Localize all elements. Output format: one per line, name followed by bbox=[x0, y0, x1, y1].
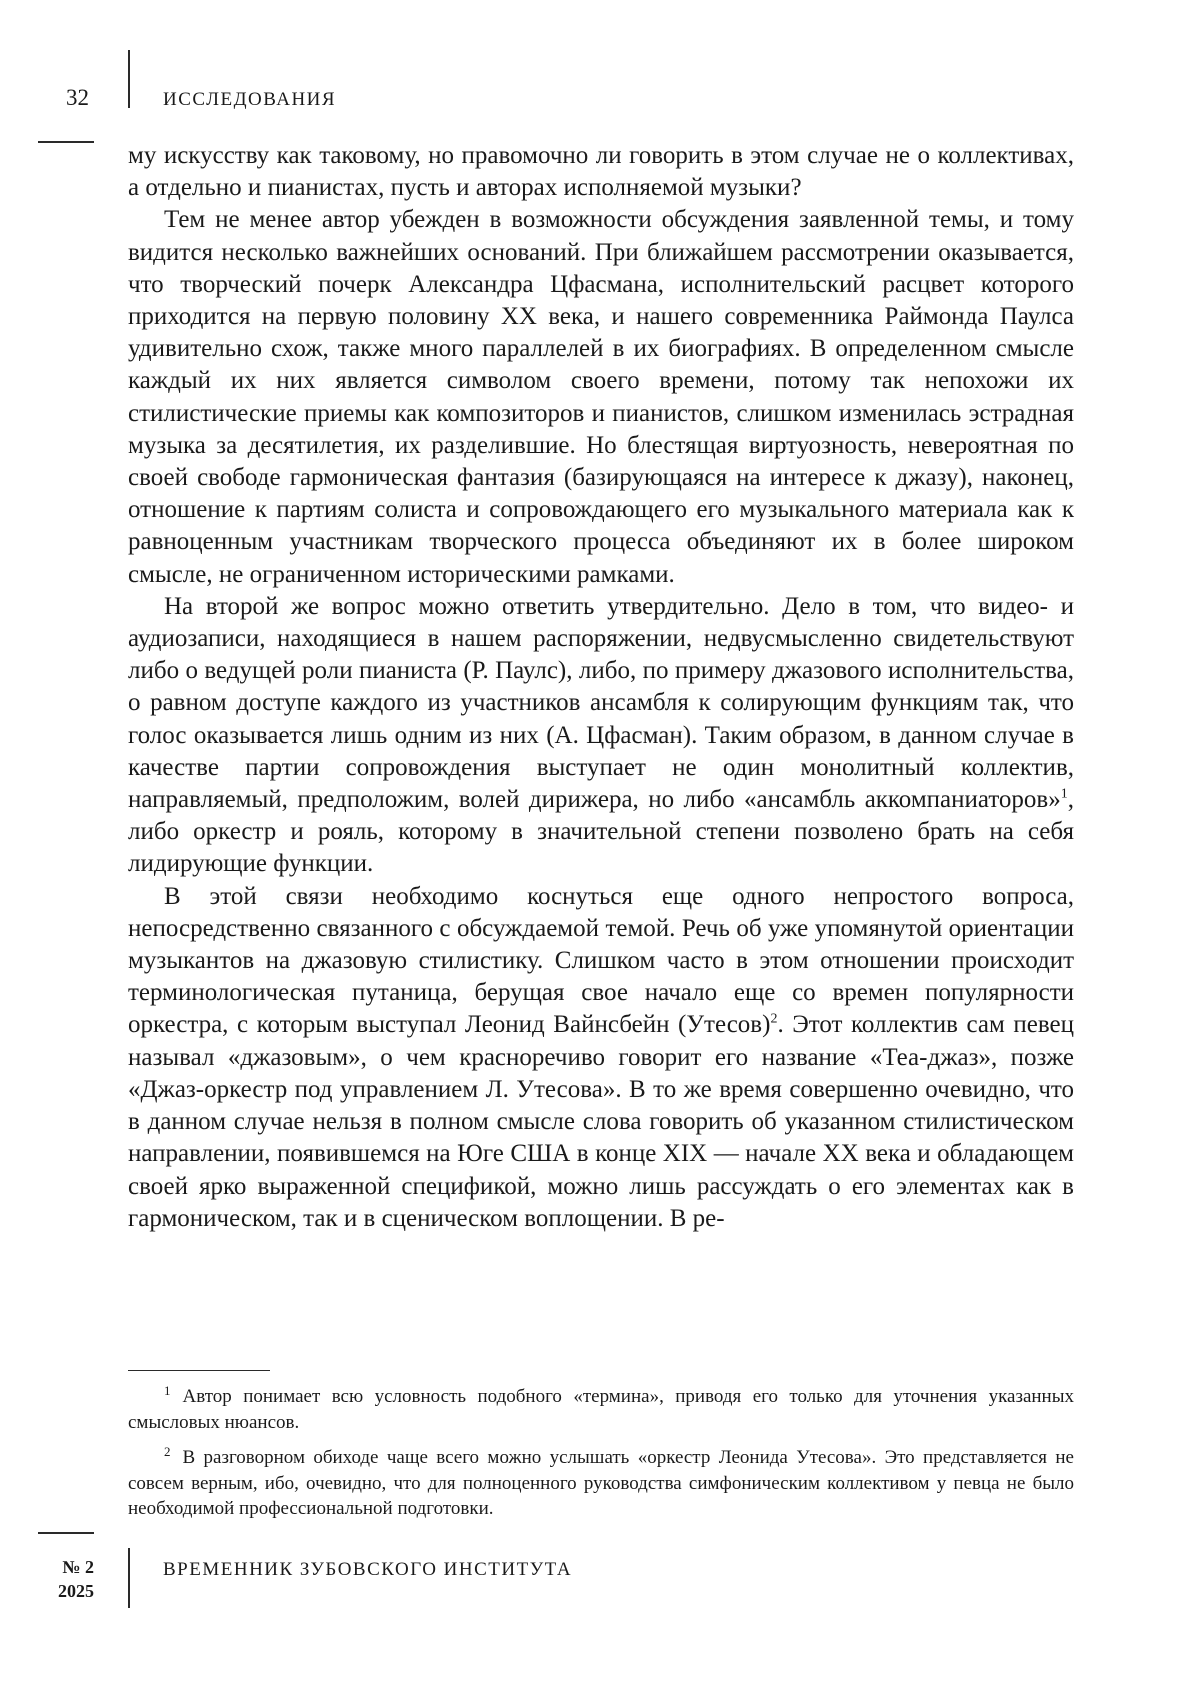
footer-vertical-rule bbox=[128, 1548, 130, 1608]
paragraph bbox=[128, 591, 1074, 881]
footnote-reference[interactable]: 2 bbox=[770, 1012, 778, 1028]
paragraph-text: В этой связи необходимо коснуться еще одного непростого вопроса, непосредственно связанного с обсуждаемой темой. Речь об уже упомянутой ориентации музыкантов на джазовую стилистику. Слишком часто в этом отношении происходит терминологическая путаница, берущая свое начало еще со времен популярности оркестра, с которым выступал Леонид Вайнсбейн (Утесов) bbox=[128, 882, 1074, 1039]
page-number: 32 bbox=[66, 85, 89, 110]
footnote-mark: 1 bbox=[164, 1382, 171, 1398]
article-body bbox=[128, 140, 1074, 1235]
footnote-text: В разговорном обиходе чаще всего можно услышать «оркестр Леонида Утесова». Это представляется не совсем верным, ибо, очевидно, что для полноценного руководства симфоническим коллективом у певца не было необходимой профессиональной подготовки. bbox=[128, 1447, 1074, 1519]
running-header-section: ИССЛЕДОВАНИЯ bbox=[163, 89, 337, 110]
header-margin-rule bbox=[38, 141, 94, 143]
paragraph bbox=[128, 881, 1074, 1235]
footnote-mark: 2 bbox=[164, 1443, 171, 1459]
footnotes bbox=[128, 1384, 1074, 1532]
footer-margin-rule bbox=[38, 1532, 94, 1534]
paragraph-text: . Этот коллектив сам певец называл «джазовым», о чем красноречиво говорит его название «Теа-джаз», позже «Джаз-оркестр под управлением Л. Утесова». В то же время совершенно очевидно, что в данном случае нельзя в полном смысле слова говорить об указанном стилистическом направлении, появившемся на Юге США в конце XIX — начале XX века и обладающем своей ярко выраженной спецификой, можно лишь рассуждать о его элементах как в гармоническом, так и в сценическом воплощении. В ре- bbox=[128, 1011, 1075, 1232]
journal-name: ВРЕМЕННИК ЗУБОВСКОГО ИНСТИТУТА bbox=[163, 1559, 573, 1580]
header-vertical-rule bbox=[128, 50, 130, 108]
footnote bbox=[128, 1445, 1074, 1522]
footnote-reference[interactable]: 1 bbox=[1060, 786, 1068, 802]
paragraph-text: , либо оркестр и рояль, которому в значительной степени позволено брать на себя лидирующие функции. bbox=[128, 786, 1074, 878]
paragraph: Тем не менее автор убежден в возможности обсуждения заявленной темы, и тому видится несколько важнейших оснований. При ближайшем рассмотрении оказывается, что творческий почерк Александра Цфасмана, исполнительский расцвет которого приходится на первую половину XX века, и нашего современника Раймонда Паулса удивительно схож, также много параллелей в их биографиях. В определенном смысле каждый их них является символом своего времени, потому так непохожи их стилистические приемы как композиторов и пианистов, слишком изменилась эстрадная музыка за десятилетия, их разделившие. Но блестящая виртуозность, невероятная по своей свободе гармоническая фантазия (базирующаяся на интересе к джазу), наконец, отношение к партиям солиста и сопровождающего его музыкального материала как к равноценным участникам творческого процесса объединяют их в более широком смысле, не ограниченном историческими рамками. bbox=[128, 206, 1074, 588]
paragraph-text: На второй же вопрос можно ответить утвердительно. Дело в том, что видео- и аудиозаписи, находящиеся в нашем распоряжении, недвусмысленно свидетельствуют либо о ведущей роли пианиста (Р. Паулс), либо, по примеру джазового исполнительства, о равном доступе каждого из участников ансамбля к солирующим функциям так, что голос оказывается лишь одним из них (А. Цфасман). Таким образом, в данном случае в качестве партии сопровождения выступает не один монолитный коллектив, направляемый, предположим, волей дирижера, но либо «ансамбль аккомпаниаторов» bbox=[128, 592, 1074, 814]
issue-info bbox=[38, 1555, 94, 1603]
issue-year: 2025 bbox=[58, 1581, 94, 1601]
footnote bbox=[128, 1384, 1074, 1435]
footnote-text: Автор понимает всю условность подобного «термина», приводя его только для уточнения указанных смысловых нюансов. bbox=[128, 1386, 1074, 1433]
paragraph-continued: му искусству как таковому, но правомочно ли говорить в этом случае не о коллективах, а отдельно и пианистах, пусть и авторах исполняемой музыки? bbox=[128, 142, 1074, 202]
issue-number: № 2 bbox=[62, 1557, 94, 1577]
footnote-separator bbox=[128, 1370, 270, 1371]
